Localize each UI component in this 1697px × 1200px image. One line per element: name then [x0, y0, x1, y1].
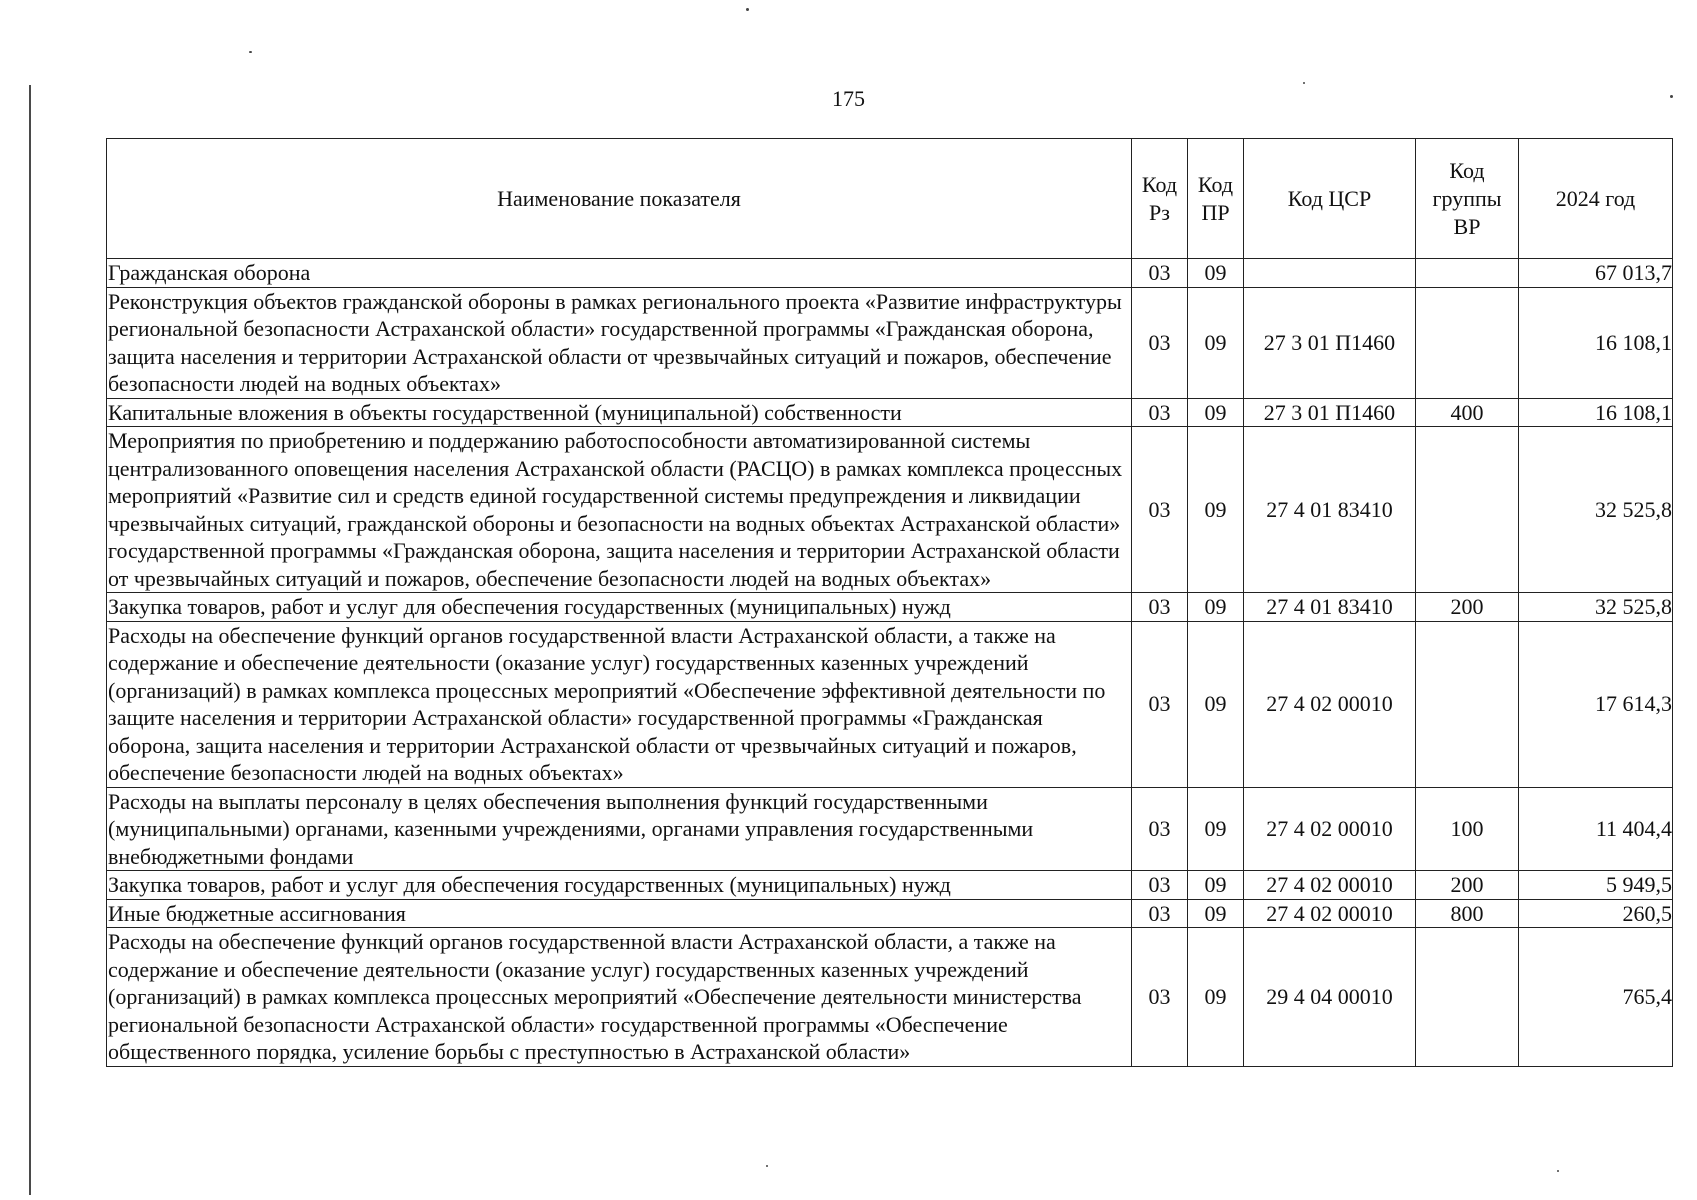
row-name: Расходы на обеспечение функций органов государственной власти Астраханской области, а также на содержание и обеспечение деятельности (оказание услуг) государственных казенных учреждений (организаций) в рамках комплекса процессных мероприятий «Обеспечение эффективной деятельности по защите населения и территории Астраханской области» государственной программы «Гражданская оборона, защита населения и территории Астраханской области от чрезвычайных ситуаций и пожаров, обеспечение безопасности людей на водных объектах» [107, 621, 1132, 787]
row-name: Мероприятия по приобретению и поддержанию работоспособности автоматизированной системы централизованного оповещения населения Астраханской области (РАСЦО) в рамках комплекса процессных мероприятий «Развитие сил и средств единой государственной системы предупреждения и ликвидации чрезвычайных ситуаций, гражданской обороны и безопасности на водных объектах Астраханской области» государственной программы «Гражданская оборона, защита населения и территории Астраханской области от чрезвычайных ситуаций и пожаров, обеспечение безопасности людей на водных объектах» [107, 427, 1132, 593]
header-vr: Код группы ВР [1416, 139, 1519, 259]
scan-speck [249, 51, 252, 53]
row-csr: 27 3 01 П1460 [1244, 287, 1416, 398]
row-name: Капитальные вложения в объекты государственной (муниципальной) собственности [107, 398, 1132, 427]
row-pr: 09 [1188, 787, 1244, 871]
row-pr: 09 [1188, 398, 1244, 427]
row-name: Расходы на обеспечение функций органов государственной власти Астраханской области, а также на содержание и обеспечение деятельности (оказание услуг) государственных казенных учреждений (организаций) в рамках комплекса процессных мероприятий «Обеспечение деятельности министерства региональной безопасности Астраханской области» государственной программы «Обеспечение общественного порядка, усиление борьбы с преступностью в Астраханской области» [107, 928, 1132, 1067]
row-pr: 09 [1188, 427, 1244, 593]
scan-speck [766, 1165, 768, 1167]
row-name: Закупка товаров, работ и услуг для обеспечения государственных (муниципальных) нужд [107, 593, 1132, 622]
row-pr: 09 [1188, 593, 1244, 622]
row-amount: 5 949,5 [1519, 871, 1673, 900]
row-vr: 200 [1416, 593, 1519, 622]
row-amount: 32 525,8 [1519, 427, 1673, 593]
table-row [107, 787, 1673, 871]
row-rz: 03 [1132, 427, 1188, 593]
row-vr: 200 [1416, 871, 1519, 900]
row-amount: 32 525,8 [1519, 593, 1673, 622]
row-csr: 27 4 02 00010 [1244, 787, 1416, 871]
table-row [107, 287, 1673, 398]
header-pr: Код ПР [1188, 139, 1244, 259]
row-rz: 03 [1132, 787, 1188, 871]
row-amount: 17 614,3 [1519, 621, 1673, 787]
row-name: Гражданская оборона [107, 259, 1132, 288]
row-amount: 260,5 [1519, 899, 1673, 928]
table-row [107, 928, 1673, 1067]
row-pr: 09 [1188, 259, 1244, 288]
table-row [107, 398, 1673, 427]
row-rz: 03 [1132, 593, 1188, 622]
row-vr: 100 [1416, 787, 1519, 871]
table-row [107, 593, 1673, 622]
row-rz: 03 [1132, 259, 1188, 288]
scan-speck [1557, 1170, 1559, 1172]
row-csr: 27 4 02 00010 [1244, 621, 1416, 787]
table-row [107, 871, 1673, 900]
row-rz: 03 [1132, 899, 1188, 928]
table-row [107, 621, 1673, 787]
table-row [107, 427, 1673, 593]
row-csr: 27 3 01 П1460 [1244, 398, 1416, 427]
header-year: 2024 год [1519, 139, 1673, 259]
row-vr [1416, 287, 1519, 398]
row-vr: 800 [1416, 899, 1519, 928]
row-name: Реконструкция объектов гражданской обороны в рамках регионального проекта «Развитие инфраструктуры региональной безопасности Астраханской области» государственной программы «Гражданская оборона, защита населения и территории Астраханской области от чрезвычайных ситуаций и пожаров, обеспечение безопасности людей на водных объектах» [107, 287, 1132, 398]
row-pr: 09 [1188, 621, 1244, 787]
row-vr [1416, 621, 1519, 787]
row-rz: 03 [1132, 621, 1188, 787]
header-name: Наименование показателя [107, 139, 1132, 259]
table-row [107, 899, 1673, 928]
row-csr: 27 4 01 83410 [1244, 593, 1416, 622]
scan-speck [746, 8, 749, 11]
row-amount: 16 108,1 [1519, 398, 1673, 427]
row-rz: 03 [1132, 398, 1188, 427]
row-csr: 27 4 01 83410 [1244, 427, 1416, 593]
header-csr: Код ЦСР [1244, 139, 1416, 259]
row-csr [1244, 259, 1416, 288]
row-pr: 09 [1188, 871, 1244, 900]
row-amount: 765,4 [1519, 928, 1673, 1067]
row-amount: 11 404,4 [1519, 787, 1673, 871]
scan-speck [1303, 82, 1305, 84]
row-name: Закупка товаров, работ и услуг для обеспечения государственных (муниципальных) нужд [107, 871, 1132, 900]
row-vr [1416, 427, 1519, 593]
row-csr: 29 4 04 00010 [1244, 928, 1416, 1067]
row-amount: 16 108,1 [1519, 287, 1673, 398]
row-vr: 400 [1416, 398, 1519, 427]
row-pr: 09 [1188, 287, 1244, 398]
scan-speck [1670, 95, 1673, 98]
row-csr: 27 4 02 00010 [1244, 899, 1416, 928]
budget-table [106, 138, 1673, 1067]
row-rz: 03 [1132, 871, 1188, 900]
row-name: Расходы на выплаты персоналу в целях обеспечения выполнения функций государственными (муниципальными) органами, казенными учреждениями, органами управления государственными внебюджетными фондами [107, 787, 1132, 871]
row-pr: 09 [1188, 899, 1244, 928]
table-header-row [107, 139, 1673, 259]
row-name: Иные бюджетные ассигнования [107, 899, 1132, 928]
scan-left-edge [29, 85, 31, 1195]
page-number: 175 [832, 86, 865, 111]
header-rz: Код Рз [1132, 139, 1188, 259]
row-pr: 09 [1188, 928, 1244, 1067]
row-amount: 67 013,7 [1519, 259, 1673, 288]
row-csr: 27 4 02 00010 [1244, 871, 1416, 900]
table-row [107, 259, 1673, 288]
row-vr [1416, 928, 1519, 1067]
row-rz: 03 [1132, 928, 1188, 1067]
row-vr [1416, 259, 1519, 288]
row-rz: 03 [1132, 287, 1188, 398]
